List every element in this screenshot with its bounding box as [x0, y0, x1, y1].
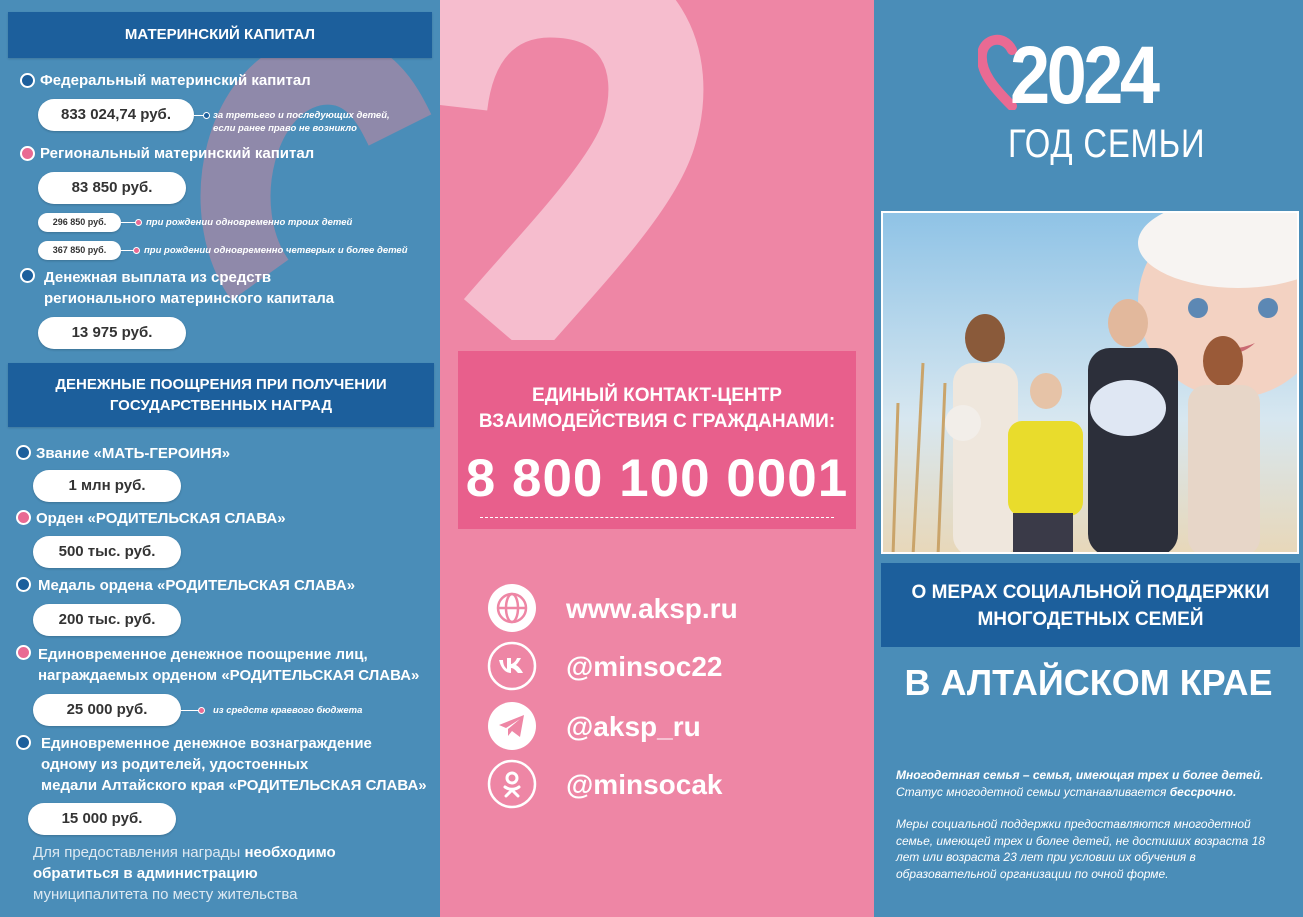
federal-capital-title: Федеральный материнский капитал	[40, 72, 311, 89]
contact-phone[interactable]: 8 800 100 0001	[465, 449, 849, 508]
award-note: из средств краевого бюджета	[213, 705, 363, 716]
bullet-icon	[16, 445, 31, 460]
triplets-note: при рождении одновременно троих детей	[146, 217, 353, 228]
bullet-icon	[20, 268, 35, 283]
globe-icon	[487, 583, 537, 633]
regional-payment-amount: 13 975 руб.	[38, 317, 186, 349]
middle-panel	[440, 0, 874, 917]
left-panel	[0, 0, 440, 917]
family-photo	[881, 211, 1299, 554]
award-title: Единовременное денежное вознаграждение одному из родителей, удостоенных медали Алтайского края «РОДИТЕЛЬСКАЯ СЛАВА»	[41, 735, 427, 794]
support-note: Меры социальной поддержки предоставляются многодетной семье, имеющей трех и более детей, не достиших возраста 18 лет или возраста 23 лет при условии их обучения в образовательной организации по очной форме.	[896, 817, 1265, 881]
dot-icon	[135, 219, 142, 226]
vk-icon	[487, 641, 537, 691]
contact-center-title: ЕДИНЫЙ КОНТАКТ-ЦЕНТР ВЗАИМОДЕЙСТВИЯ С ГРАЖДАНАМИ:	[478, 385, 836, 432]
connector-line	[181, 710, 199, 711]
number-two-decoration-icon	[440, 0, 874, 340]
bullet-icon	[16, 645, 31, 660]
section-header-maternity-capital: МАТЕРИНСКИЙ КАПИТАЛ	[8, 12, 432, 58]
year-of-family-logo	[982, 30, 1206, 166]
bullet-icon	[20, 73, 35, 88]
year-text: 2024	[1010, 30, 1157, 121]
dot-icon	[198, 707, 205, 714]
award-amount: 200 тыс. руб.	[33, 604, 181, 636]
right-header: О МЕРАХ СОЦИАЛЬНОЙ ПОДДЕРЖКИ МНОГОДЕТНЫХ СЕМЕЙ	[881, 563, 1300, 647]
award-title: Орден «РОДИТЕЛЬСКАЯ СЛАВА»	[36, 510, 286, 527]
right-panel	[874, 0, 1303, 917]
award-title: Единовременное денежное поощрение лиц, награждаемых орденом «РОДИТЕЛЬСКАЯ СЛАВА»	[38, 646, 420, 684]
telegram-icon	[487, 701, 537, 751]
social-label: www.aksp.ru	[566, 593, 738, 624]
year-caption: ГОД СЕМЬИ	[1008, 122, 1206, 166]
award-amount: 500 тыс. руб.	[33, 536, 181, 568]
quads-note: при рождении одновременно четверых и более детей	[144, 245, 408, 256]
region-title: В АЛТАЙСКОМ КРАЕ	[904, 662, 1273, 703]
quads-amount: 367 850 руб.	[38, 241, 121, 260]
dot-icon	[133, 247, 140, 254]
section-header-awards: ДЕНЕЖНЫЕ ПООЩРЕНИЯ ПРИ ПОЛУЧЕНИИ ГОСУДАРСТВЕННЫХ НАГРАД	[8, 363, 434, 427]
bullet-icon	[16, 510, 31, 525]
social-label: @minsocak	[566, 769, 723, 800]
award-title: Звание «МАТЬ-ГЕРОИНЯ»	[36, 445, 231, 462]
dot-icon	[203, 112, 210, 119]
regional-capital-title: Региональный материнский капитал	[40, 145, 315, 162]
award-amount: 15 000 руб.	[28, 803, 176, 835]
award-title: Медаль ордена «РОДИТЕЛЬСКАЯ СЛАВА»	[38, 577, 356, 594]
definition-note: Многодетная семья – семья, имеющая трех и более детей. Статус многодетной семьи устанавливается бессрочно.	[896, 768, 1264, 799]
triplets-amount: 296 850 руб.	[38, 213, 121, 232]
federal-capital-amount: 833 024,74 руб.	[38, 99, 194, 131]
bullet-icon	[20, 146, 35, 161]
award-amount: 25 000 руб.	[33, 694, 181, 726]
social-label: @minsoc22	[566, 651, 723, 682]
odnoklassniki-icon	[487, 759, 537, 809]
regional-payment-title: Денежная выплата из средств регионального материнского капитала	[44, 269, 335, 307]
divider	[480, 517, 834, 518]
connector-line	[121, 222, 136, 223]
federal-capital-note: за третьего и последующих детей, если ранее право не возникло	[213, 110, 390, 134]
regional-capital-amount: 83 850 руб.	[38, 172, 186, 204]
contact-center-box	[458, 351, 856, 529]
social-label: @aksp_ru	[566, 711, 701, 742]
bullet-icon	[16, 577, 31, 592]
award-amount: 1 млн руб.	[33, 470, 181, 502]
bullet-icon	[16, 735, 31, 750]
family-photo-image	[883, 213, 1299, 554]
footer-note: Для предоставления награды необходимо обратиться в администрацию муниципалитета по месту жительства	[33, 844, 336, 903]
